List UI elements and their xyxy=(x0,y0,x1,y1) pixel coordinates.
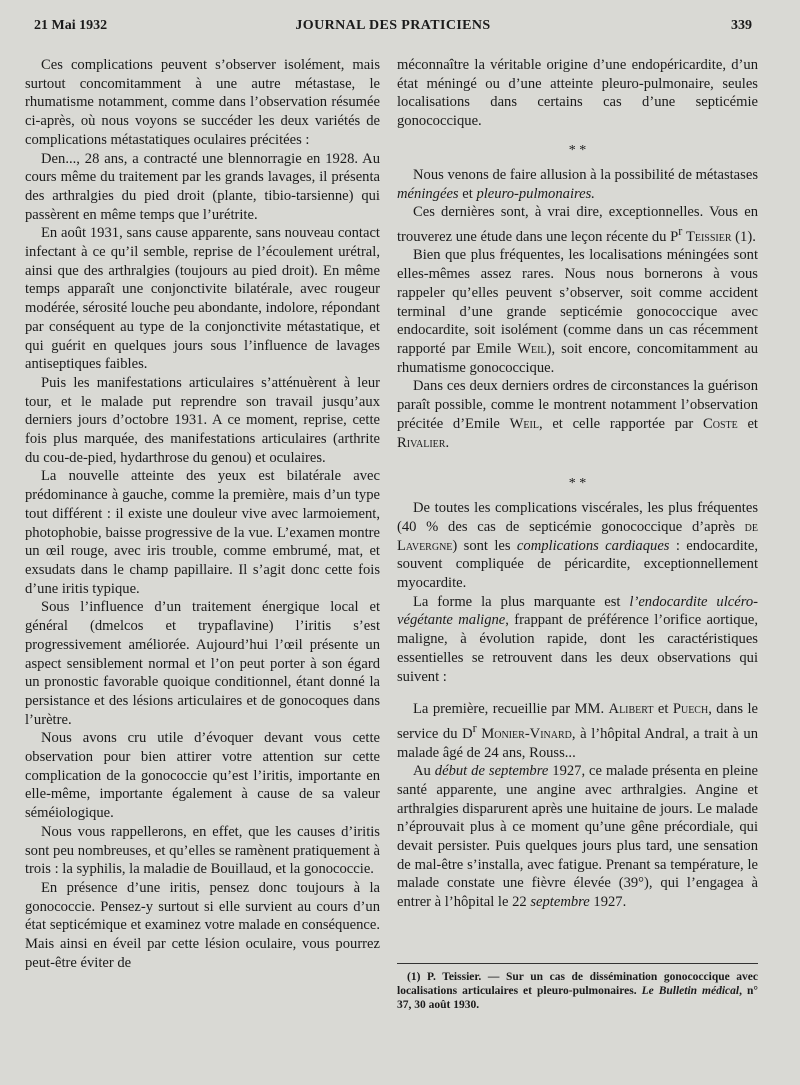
paragraph: Ces dernières sont, à vrai dire, exceptionnelles. Vous en trouverez une étude dans une leçon récente du $P^r$ Teissier (1). xyxy=(397,204,758,245)
paragraph: Nous avons cru utile d’évoquer devant vous cette observation pour bien attirer votre attention sur cette complication de la gonococcie qu’est l’iritis, importante en elle-même, importante également à cause de sa valeur séméiologique. xyxy=(25,730,380,822)
separator-stars: * * xyxy=(568,476,587,492)
paragraph: Puis les manifestations articulaires s’atténuèrent à leur tour, et le malade put reprendre son travail jusqu’aux derniers jours d’octobre 1931. A ce moment, reprise, cette fois plus marquée, des manifestations articulaires (arthrite du cou-de-pied, hydarthrose du genou) et oculaires. xyxy=(25,374,380,466)
paragraph: Nous vous rappellerons, en effet, que les causes d’iritis sont peu nombreuses, et qu’elles se ramènent pratiquement à trois : la syphilis, la maladie de Bouillaud, et la gonococcie. xyxy=(25,823,380,878)
paragraph: Sous l’influence d’un traitement énergique local et général (dmelcos et trypaflavine) l’iritis s’est progressivement améliorée. Aujourd’hui l’œil présente un aspect sensiblement normal et l’on peut porter à son égard un pronostic favorable quoique conditionnel, étant donné la persistance et des lésions articulaires et de gonocoques dans l’urètre. xyxy=(25,599,380,728)
paragraph: Nous venons de faire allusion à la possibilité de métastases méningées et pleuro-pulmonaires. xyxy=(397,166,758,202)
section-separator xyxy=(397,476,758,492)
left-column xyxy=(25,56,380,972)
section-separator xyxy=(397,142,758,158)
paragraph: La première, recueillie par MM. Alibert et Puech, dans le service du $D^r$ Monier-Vinard, à l’hôpital Andral, a trait à un malade âgé de 24 ans, Rouss... xyxy=(397,701,758,761)
paragraph: Den..., 28 ans, a contracté une blennorragie en 1928. Au cours même du traitement par les grands lavages, il présenta des arthralgies du pied droit (plante, tibio-tarsienne) qui passèrent en même temps que l’urétrite. xyxy=(25,150,380,223)
footnote-rule xyxy=(397,963,758,964)
paragraph: Bien que plus fréquentes, les localisations méningées sont elles-mêmes assez rares. Nous nous bornerons à vous rappeler qu’elles peuvent s’observer, soit comme accident terminal d’une grande septicémie gonococcique avec endocardite, soit isolément (comme dans un cas récemment rapporté par Emile Weil), soit encore, concomitamment au rhumatisme gonococcique. xyxy=(397,247,759,376)
right-column xyxy=(397,56,758,912)
journal-title: JOURNAL DES PRATICIENS xyxy=(295,18,491,33)
page-number: 339 xyxy=(731,18,752,33)
paragraph: Au début de septembre 1927, ce malade présenta en pleine santé apparente, une angine avec arthralgies. Angine et arthralgies disparurent après une huitaine de jours. Le malade n’éprouvait plus à ce moment qu’une gêne précordiale, qui devait persister. Puis quelques jours plus tard, une sensation de mal-être s’installa, avec fatigue. Prenant sa température, le malade constate une fièvre élevée (39°), qui l’engagea à entrer à l’hôpital le 22 septembre 1927. xyxy=(397,763,758,911)
continuation-paragraph: méconnaître la véritable origine d’une endopéricardite, d’un état méningé ou d’une atteinte pleuro-pulmonaire, seules localisations dans certains cas d’une septicémie gonococcique. xyxy=(397,57,758,130)
paragraph: Ces complications peuvent s’observer isolément, mais surtout concomitamment à une autre métastase, le rhumatisme notamment, comme dans l’observation résumée ci-après, où nous voyons se succéder les deux variétés de complications métastatiques oculaires précitées : xyxy=(25,57,380,148)
running-header xyxy=(34,18,752,40)
paragraph: Dans ces deux derniers ordres de circonstances la guérison paraît possible, comme le montrent notamment l’observation précitée d’Emile Weil, et celle rapportée par Coste et Rivalier. xyxy=(397,378,758,451)
paragraph: La nouvelle atteinte des yeux est bilatérale avec prédominance à gauche, comme la première, mais d’un type tout différent : il existe une douleur vive avec larmoiement, photophobie, baisse progressive de la vue. L’examen montre un œil rouge, avec iris trouble, comme embrumé, mat, et exsudats dans le champ papillaire. Il s’agit donc cette fois d’une iritis typique. xyxy=(25,468,380,597)
separator-stars: * * xyxy=(568,142,587,158)
issue-date: 21 Mai 1932 xyxy=(34,18,108,33)
paragraph: En août 1931, sans cause apparente, sans nouveau contact infectant à ce qu’il semble, reprise de l’écoulement urétral, ainsi que des arthralgies (toujours au pied droit). En même temps apparaît une conjonctivite bilatérale, avec rougeur modérée, sérosité louche peu abondante, indolore, répondant par conséquent au type de la conjonctivite métastatique, et qui guérit en quelques jours sous l’influence de lavages antiseptiques faibles. xyxy=(25,225,380,373)
footnote-text: (1) P. Teissier. — Sur un cas de dissémination gonococcique avec localisations articulaires et pleuro-pulmonaires. Le Bulletin médical, n° 37, 30 août 1930. xyxy=(397,971,758,1011)
paragraph: De toutes les complications viscérales, les plus fréquentes (40 % des cas de septicémie gonococcique d’après de Lavergne) sont les complications cardiaques : endocardite, souvent compliquée de péricardite, exceptionnellement myocardite. xyxy=(397,500,758,592)
paragraph: La forme la plus marquante est l’endocardite ulcéro-végétante maligne, frappant de préférence l’orifice aortique, maligne, à évolution rapide, dont les caractéristiques essentielles se retrouvent dans les deux observations qui suivent : xyxy=(397,593,759,685)
footnote xyxy=(397,970,758,1012)
paragraph: En présence d’une iritis, pensez donc toujours à la gonococcie. Pensez-y surtout si elle survient au cours d’un état septicémique et examinez votre malade en conséquence. Mais ainsi en éveil par cette lésion oculaire, vous pourrez peut-être éviter de xyxy=(25,879,380,971)
